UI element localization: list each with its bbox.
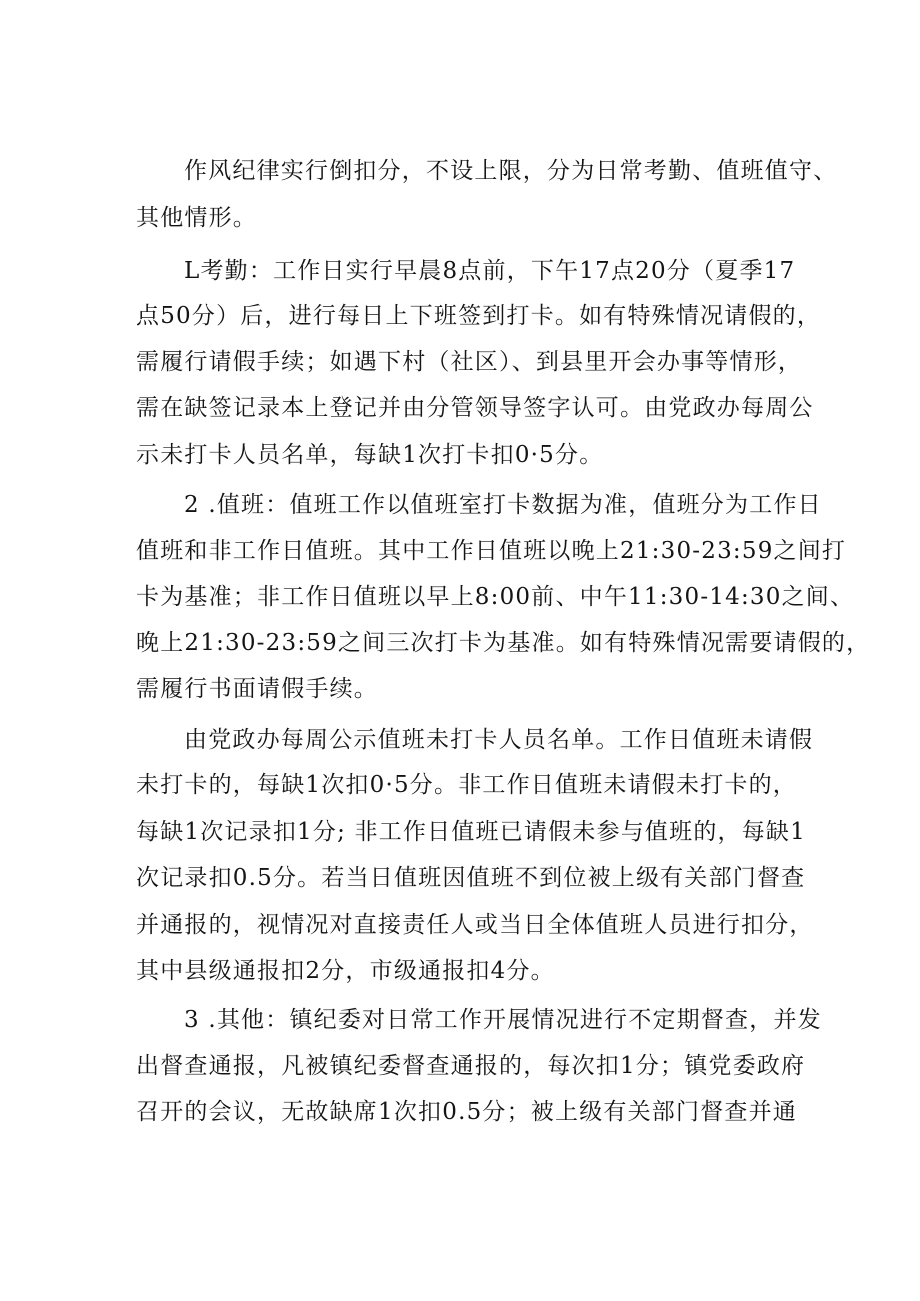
text-line: 卡为基准；非工作日值班以早上8:00前、中午11:30-14:30之间、 [136,584,855,610]
text-line: 其中县级通报扣2分，市级通报扣4分。 [136,958,555,984]
text-line: 需履行请假手续；如遇下村（社区）、到县里开会办事等情形， [136,349,803,375]
text-line: 需在缺签记录本上登记并由分管领导签字认可。由党政办每周公 [136,395,814,421]
text-line: 2 .值班：值班工作以值班室打卡数据为准，值班分为工作日 [184,492,822,518]
text-line: 点50分）后，进行每日上下班签到打卡。如有特殊情况请假的， [136,303,822,329]
text-line: 作风纪律实行倒扣分，不设上限，分为日常考勤、值班值守、 [184,158,838,184]
text-line: 出督查通报，凡被镇纪委督查通报的，每次扣1分；镇党委政府 [136,1053,806,1079]
text-line: 需履行书面请假手续。 [136,676,378,702]
text-line: 每缺1次记录扣1分; 非工作日值班已请假未参与值班的，每缺1 [136,819,806,845]
text-line: 值班和非工作日值班。其中工作日值班以晚上21:30-23:59之间打 [136,538,847,564]
text-line: L考勤：工作日实行早晨8点前，下午17点20分（夏季17 [184,258,796,284]
text-line: 未打卡的，每缺1次扣0·5分。非工作日值班未请假未打卡的， [136,772,798,798]
text-line: 示未打卡人员名单，每缺1次打卡扣0·5分。 [136,442,604,468]
text-line: 3 .其他：镇纪委对日常工作开展情况进行不定期督查，并发 [184,1007,822,1033]
text-line: 次记录扣0.5分。若当日值班因值班不到位被上级有关部门督查 [136,865,806,891]
text-line: 并通报的，视情况对直接责任人或当日全体值班人员进行扣分， [136,912,814,938]
text-line: 由党政办每周公示值班未打卡人员名单。工作日值班未请假 [184,727,814,753]
text-line: 其他情形。 [136,205,257,231]
text-line: 召开的会议，无故缺席1次扣0.5分；被上级有关部门督查并通 [136,1099,798,1125]
text-line: 晚上21:30-23:59之间三次打卡为基准。如有特殊情况需要请假的， [136,630,871,656]
